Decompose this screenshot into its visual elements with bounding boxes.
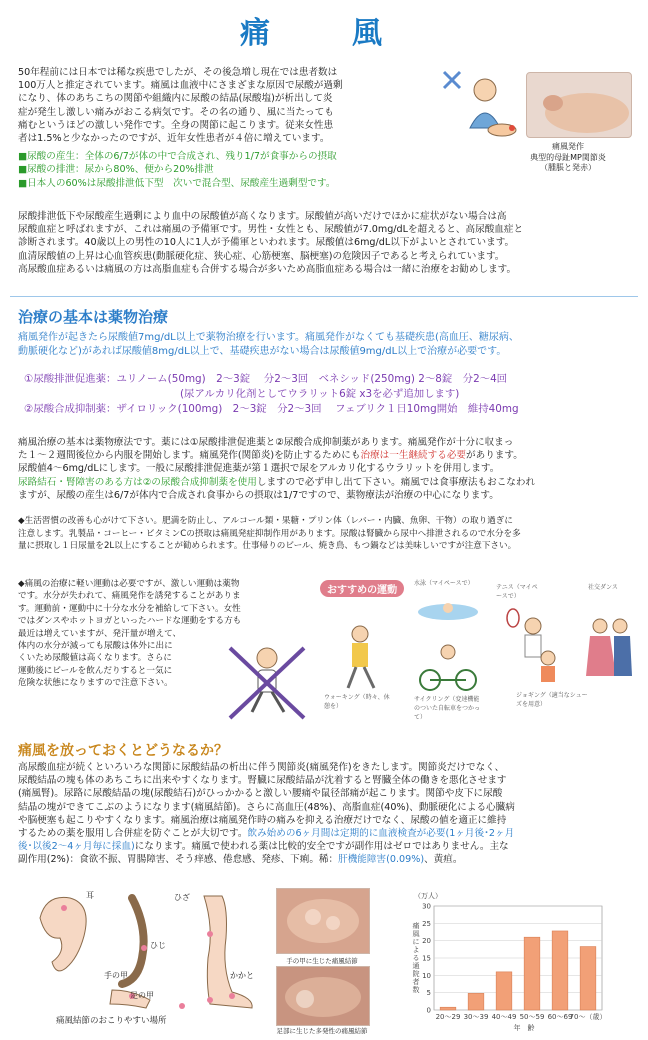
text-line: 痛むというほどの激しい発作です。全身の関節に起こります。従来女性患 xyxy=(18,119,334,131)
text-line: 症が発生し激しい痛みがおこる病気です。その名の通り、風に当たっても xyxy=(18,106,334,118)
text-line: 尿酸排泄低下や尿酸産生過剰により血中の尿酸値が高くなります。尿酸値が高いだけでほかに症状がない場合は高 xyxy=(18,211,507,222)
drug-alkalizer-note: (尿アルカリ化剤としてウラリット6錠 x3を必ず追加します) xyxy=(180,388,460,400)
text-line: 50年程前には日本では稀な疾患でしたが、その後急増し現在では患者数は xyxy=(18,67,338,78)
neglect-body xyxy=(18,761,642,867)
x-tick-label: 40〜49 xyxy=(491,1013,517,1021)
text-line: 副作用(2%)：食欲不振、胃腸障害、そう痒感、倦怠感、発疹、下痢。稀： xyxy=(18,854,339,866)
text-line: 注意します。乳製品・コーヒー・ビタミンCの摂取は痛風発症抑制作用があります。尿酸は腎臓から尿中へ排泄されるので水分を多 xyxy=(18,528,521,539)
x-tick-label: 20〜29 xyxy=(435,1013,461,1021)
bar xyxy=(552,931,568,1010)
y-axis-title xyxy=(413,921,420,994)
label-elbow: ひじ xyxy=(150,941,166,950)
y-axis-title-char: 通 xyxy=(412,962,420,970)
text-line: 尿酸値4〜6mg/dLにします。一般に尿酸排泄促進薬が第１選択で尿をアルカリ化するウラリットを併用します。 xyxy=(18,463,500,475)
label-jogging: ジョギング（適当なシューズを用意） xyxy=(516,692,588,708)
text-line: になります。痛風で使われる薬は比較的安全ですが副作用はゼロではありません。主な xyxy=(134,841,509,853)
treatment-heading: 治療の基本は薬物治療 xyxy=(18,308,169,326)
text-line: 診断されます。40歳以上の男性の10人に1人が予備軍といわれます。尿酸値は6mg/dL以下がよいとされています。 xyxy=(18,237,515,249)
divider xyxy=(10,296,638,297)
lifelong-treatment-emphasis: 治療は一生継続する必要 xyxy=(360,450,467,462)
x-tick-label: 70〜（歳） xyxy=(569,1013,607,1021)
text-line: 最近は増えていますが、発汗量が増えて、 xyxy=(18,628,182,639)
text-line: ますが、尿酸の産生は6/7が体内で合成され食事からの摂取は1/7ですので、薬物療法が治療の中心になります。 xyxy=(18,489,499,501)
hand-photo-caption: 手の甲に生じた痛風結節 xyxy=(286,957,358,965)
text-line: 運動後にビールを飲んだりすると一気に xyxy=(18,665,173,676)
caption-line: 痛風発作 xyxy=(552,142,584,151)
bar xyxy=(524,937,540,1010)
y-axis-title-char: 風 xyxy=(412,930,420,938)
label-cycling: サイクリング（変速機能のついた自転車をつかって） xyxy=(414,696,481,721)
text-line: 100万人と推定されています。痛風は血液中にさまざまな原因で尿酸が過剰 xyxy=(18,80,343,92)
chart-plot-area xyxy=(422,903,606,1022)
drug-uricosuric: ①尿酸排泄促進薬：ユリノーム(50mg) 2〜3錠 分2〜3回 ベネシッド(250mg) 2〜8錠 分2〜4回 xyxy=(24,373,508,385)
hyperuricemia-paragraph xyxy=(18,210,638,276)
text-line: 者は1.5%と少なかったのですが、近年女性患者が４倍に増えています。 xyxy=(18,133,330,145)
text-line: 体内の水分が減っても尿酸は体外に出に xyxy=(18,641,173,652)
drug-list xyxy=(18,372,638,417)
liver-dysfunction-note: 肝機能障害(0.09%) xyxy=(338,854,425,866)
text-line: や脳梗塞も起こりやすくなります。痛風治療は痛風発作時の痛みを抑える治療だけでなく、尿酸の値を適正に維持 xyxy=(18,814,507,826)
x-tick-label: 30〜39 xyxy=(463,1013,489,1021)
text-line: です。水分が失われて、痛風発作を誘発することがありま xyxy=(18,591,241,602)
x-axis-title: 年 齢 xyxy=(513,1024,535,1032)
bar xyxy=(468,993,484,1010)
text-line: 尿酸血症と呼ばれますが、これは痛風の予備軍です。男性・女性とも、尿酸値が7.0mg/dLを超えると、高尿酸血症と xyxy=(18,224,524,236)
text-line: になり、体のあちこちの関節や組織内に尿酸の結晶(尿酸塩)が析出して炎 xyxy=(18,93,333,105)
page-title: 痛 風 xyxy=(240,16,408,51)
label-ballroom-dance: 社交ダンス xyxy=(588,584,618,591)
bar xyxy=(580,947,596,1010)
kidney-stone-note: 尿路結石・腎障害のある方は②の尿酸合成抑制薬を使用 xyxy=(18,476,257,488)
y-tick-label: 20 xyxy=(422,937,431,946)
y-tick-label: 5 xyxy=(426,989,431,998)
bar xyxy=(440,1007,456,1010)
label-heel: かかと xyxy=(230,971,254,980)
text-line: くいため尿酸値は高くなります。さらに xyxy=(18,653,173,664)
y-tick-label: 10 xyxy=(422,971,431,980)
text-line: す。運動前・運動中に十分な水分を補給して下さい。女性 xyxy=(18,603,241,614)
recommended-exercise-illustration xyxy=(318,578,644,728)
photo-caption xyxy=(498,142,638,174)
y-axis-title-char: 者 xyxy=(412,978,420,986)
text-line: 量に摂取し１日尿量を2L以上にすることが勧められます。仕事帰りのビール、焼き鳥、もつ鍋などは美味しいですが注意下さい。 xyxy=(18,541,517,552)
text-line: 、黄疸。 xyxy=(424,854,463,866)
text-line: 尿酸結晶の塊も体のあちこちに出来やすくなります。腎臓に尿酸結晶が沈着すると腎臓全体の働きを悪化させます xyxy=(18,775,507,787)
text-line: 痛風治療の基本は薬物療法です。薬には①尿酸排泄促進薬と②尿酸合成抑制薬があります。痛風発作が十分に収まっ xyxy=(18,437,514,448)
body-diagram-caption: 痛風結節のおこりやすい場所 xyxy=(56,1016,167,1026)
text-line: ◆生活習慣の改善も心がけて下さい。肥満を防止し、アルコール類・果糖・プリン体（レバー・内臓、魚卵、干物）の取り過ぎに xyxy=(18,516,513,526)
text-line: 高尿酸血症あるいは痛風の方は高脂血症も合併する場合が多いため高脂血症ある場合は一緒に治療をお勧めします。 xyxy=(18,263,517,275)
label-ear: 耳 xyxy=(86,891,94,900)
exercise-illustration-title: おすすめの運動 xyxy=(320,580,404,597)
intro-paragraph xyxy=(18,66,428,190)
label-knee: ひざ xyxy=(174,893,190,902)
y-axis-title-char: に xyxy=(412,938,420,946)
text-line: た１〜２週間後位から内服を開始します。痛風発作(関節炎)を防止するためにも xyxy=(18,450,361,462)
y-axis-title-char: 数 xyxy=(412,986,420,994)
bar xyxy=(496,972,512,1010)
blood-test-schedule: 後･以後2〜4ヶ月毎に採血) xyxy=(18,841,135,853)
chart-unit-label: （万人） xyxy=(414,892,442,900)
text-line: 血清尿酸値の上昇は心血管疾患(動脈硬化症、狭心症、心筋梗塞、脳梗塞)の危険因子であると考えられています。 xyxy=(18,250,505,262)
blood-test-note: 飲み始めの6ヶ月間は定期的に血液検査が必要(1ヶ月後･2ヶ月 xyxy=(247,828,515,840)
exercise-figures xyxy=(318,596,644,692)
label-tennis: テニス（マイペースで） xyxy=(496,584,538,600)
text-line: ではダンスやホットヨガといったハードな運動をする方も xyxy=(18,616,242,627)
label-back-of-hand: 手の甲 xyxy=(104,971,128,980)
foot-tophus-photo xyxy=(276,966,370,1026)
x-tick-label: 50〜59 xyxy=(519,1013,545,1021)
y-tick-label: 0 xyxy=(426,1006,431,1015)
text-line: があります。 xyxy=(466,450,523,462)
text-line: 結晶の塊ができてこぶのようになります(痛風結節)。さらに高血圧(48%)、高脂血症(40%)、動脈硬化による心臓病 xyxy=(18,801,515,813)
neglect-heading: 痛風を放っておくとどうなるか？ xyxy=(18,743,228,759)
foot-photo-caption: 足部に生じた多発性の痛風結節 xyxy=(276,1027,368,1035)
text-line: 高尿酸血症が続くといろいろな関節に尿酸結晶の析出に伴う関節炎(痛風発作)をきたします。関節炎だけでなく、 xyxy=(18,762,505,773)
y-axis-title-char: よ xyxy=(412,946,420,954)
label-walking: ウォーキング（時々、休憩を） xyxy=(324,694,390,710)
gout-attack-photo xyxy=(526,72,632,138)
text-line: (痛風腎)。尿路に尿酸結晶の塊(尿酸結石)がひっかかると激しい腰痛や鼠径部痛が起こります。関節や皮下に尿酸 xyxy=(18,788,503,800)
y-axis-title-char: 痛 xyxy=(412,922,420,930)
hand-tophus-photo xyxy=(276,888,370,954)
text-line: 危険な状態になりますので注意下さい。 xyxy=(18,678,173,689)
y-tick-label: 25 xyxy=(422,919,431,928)
label-swimming: 水泳（マイペースで） xyxy=(414,580,474,587)
tophus-sites-diagram xyxy=(22,888,266,1034)
caption-line: （腫脹と発赤） xyxy=(540,163,596,172)
y-tick-label: 30 xyxy=(422,902,431,911)
drug-xanthine-inhibitor: ②尿酸合成抑制薬：ザイロリック(100mg) 2〜3錠 分2〜3回 フェブリク１日10mg開始 維持40mg xyxy=(24,403,519,415)
text-line: しますので必ず申し出て下さい。痛風では食事療法もおこなわれ xyxy=(256,476,536,488)
crossed-out-runner-illustration xyxy=(222,640,312,722)
label-top-of-foot: 足の甲 xyxy=(130,991,154,1000)
lifestyle-note xyxy=(18,515,640,553)
x-tick-label: 60〜69 xyxy=(547,1013,573,1021)
gout-foot-illustration xyxy=(440,68,522,140)
y-axis-title-char: る xyxy=(412,954,420,962)
gout-patients-by-age-chart xyxy=(406,888,610,1034)
bullet-types: ■日本人の60%は尿酸排泄低下型 次いで混合型、尿酸産生過剰型です。 xyxy=(18,177,336,189)
caption-line: 典型的母趾MP関節炎 xyxy=(530,152,606,162)
text-line: 動脈硬化など)があれば尿酸値8mg/dL以上で、基礎疾患がない場合は尿酸値9mg/dL以上で治療が必要です。 xyxy=(18,346,507,357)
text-line: 痛風発作が起きたら尿酸値7mg/dL以上で薬物治療を行います。痛風発作がなくても基礎疾患(高血圧、糖尿病、 xyxy=(18,332,519,343)
text-line: するための薬を服用し合併症を防ぐことが大切です。 xyxy=(18,828,248,840)
bullet-production: ■尿酸の産生：全体の6/7が体の中で合成され、残り1/7が食事からの摂取 xyxy=(18,151,337,163)
bullet-excretion: ■尿酸の排泄：尿から80%、便から20%排泄 xyxy=(18,164,214,176)
text-line: ◆痛風の治療に軽い運動は必要ですが、激しい運動は薬物 xyxy=(18,579,240,589)
treatment-body xyxy=(18,436,640,502)
y-tick-label: 15 xyxy=(422,954,431,963)
treatment-lead xyxy=(18,331,638,359)
y-axis-title-char: 院 xyxy=(412,970,420,978)
